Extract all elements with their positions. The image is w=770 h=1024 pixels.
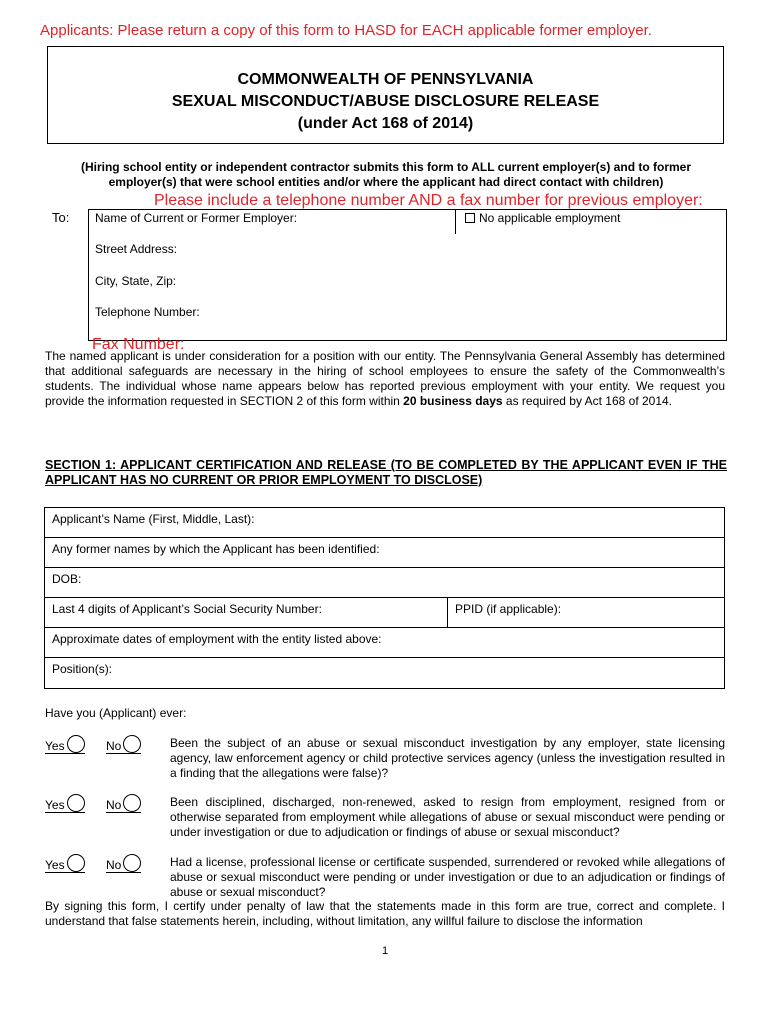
radio-icon[interactable] — [123, 735, 141, 753]
intro-text-1: The named applicant is under consideration for a position with our entity. The Pennsylvania General Assembly has determined that additional safeguards are necessary in the hiring of school employees to ensure the safety of the Commonwealth’s students. The individual whose name appears below has reported previous employment with your entity. We request you provide the information requested in SECTION 2 of this form within — [45, 349, 725, 408]
signing-text: By signing this form, I certify under penalty of law that the statements made in this form are true, correct and complete. I understand that false statements herein, including, without limitation, any willful failure to disclose the information — [45, 899, 725, 928]
no-applicable-label: No applicable employment — [479, 211, 621, 225]
employer-box — [88, 209, 727, 341]
intro-paragraph — [45, 349, 725, 409]
intro-bold: 20 business days — [403, 394, 503, 408]
q3-no[interactable] — [106, 854, 141, 873]
city-state-zip-field[interactable]: City, State, Zip: — [95, 274, 177, 288]
no-applicable-employment[interactable] — [465, 211, 620, 225]
no-label: No — [106, 858, 122, 872]
question-3: Had a license, professional license or certificate suspended, surrendered or revoked while allegations of abuse or sexual misconduct were pending or under investigation or due to an adjudication or findings of abuse or sexual misconduct? — [170, 855, 725, 899]
positions-label: Position(s): — [52, 662, 113, 676]
top-note: Applicants: Please return a copy of this form to HASD for EACH applicable former employer. — [40, 22, 652, 39]
q1-yes[interactable] — [45, 735, 85, 754]
former-names-row[interactable] — [45, 538, 724, 568]
q2-yes[interactable] — [45, 794, 85, 813]
radio-icon[interactable] — [67, 854, 85, 872]
applicant-name-row[interactable] — [45, 508, 724, 538]
radio-icon[interactable] — [67, 735, 85, 753]
ppid-field[interactable]: PPID (if applicable): — [447, 598, 561, 627]
radio-icon[interactable] — [123, 794, 141, 812]
q1-no[interactable] — [106, 735, 141, 754]
form-title-line2: SEXUAL MISCONDUCT/ABUSE DISCLOSURE RELEASE — [171, 93, 600, 110]
dob-row[interactable] — [45, 568, 724, 598]
ssn-row[interactable] — [45, 598, 724, 628]
applicant-table — [44, 507, 725, 689]
have-you-label: Have you (Applicant) ever: — [45, 706, 187, 720]
form-title-line3: (under Act 168 of 2014) — [297, 115, 474, 132]
radio-icon[interactable] — [123, 854, 141, 872]
checkbox[interactable] — [465, 213, 475, 223]
to-label: To: — [52, 210, 70, 225]
q2-no[interactable] — [106, 794, 141, 813]
phone-fax-note: Please include a telephone number AND a fax number for previous employer: — [154, 192, 703, 209]
ssn-label: Last 4 digits of Applicant’s Social Security Number: — [52, 602, 322, 616]
intro-text-2: as required by Act 168 of 2014. — [502, 394, 673, 408]
employer-divider — [455, 210, 456, 234]
hiring-note: (Hiring school entity or independent contractor submits this form to ALL current employer(s) and to former employer(s) that were school entities and/or where the applicant had direct contact with children) — [80, 160, 692, 189]
yes-label: Yes — [45, 858, 65, 872]
no-label: No — [106, 739, 122, 753]
section1-title: SECTION 1: APPLICANT CERTIFICATION AND RELEASE (TO BE COMPLETED BY THE APPLICANT EVEN IF THE APPLICANT HAS NO CURRENT OR PRIOR EMPLOYMENT TO DISCLOSE) — [45, 458, 727, 487]
positions-row[interactable] — [45, 658, 724, 688]
yes-label: Yes — [45, 798, 65, 812]
telephone-field[interactable]: Telephone Number: — [95, 305, 200, 319]
dob-label: DOB: — [52, 572, 82, 586]
no-label: No — [106, 798, 122, 812]
q3-yes[interactable] — [45, 854, 85, 873]
title-box — [47, 46, 724, 144]
radio-icon[interactable] — [67, 794, 85, 812]
question-2: Been disciplined, discharged, non-renewed, asked to resign from employment, resigned from or otherwise separated from employment while allegations of abuse or sexual misconduct were pending or under investigation or due to adjudication or findings of abuse or sexual misconduct? — [170, 795, 725, 839]
page-number: 1 — [381, 945, 389, 957]
yes-label: Yes — [45, 739, 65, 753]
question-1: Been the subject of an abuse or sexual misconduct investigation by any employer, state licensing agency, law enforcement agency or child protective services agency (unless the investigation resulted in a finding that the allegations were false)? — [170, 736, 725, 780]
employer-name-field[interactable]: Name of Current or Former Employer: — [95, 211, 298, 225]
dates-label: Approximate dates of employment with the entity listed above: — [52, 632, 382, 646]
street-address-field[interactable]: Street Address: — [95, 242, 178, 256]
applicant-name-label: Applicant’s Name (First, Middle, Last): — [52, 512, 255, 526]
dates-row[interactable] — [45, 628, 724, 658]
form-title-line1: COMMONWEALTH OF PENNSYLVANIA — [237, 71, 534, 88]
fax-number-label: Fax Number: — [92, 336, 185, 353]
former-names-label: Any former names by which the Applicant has been identified: — [52, 542, 380, 556]
